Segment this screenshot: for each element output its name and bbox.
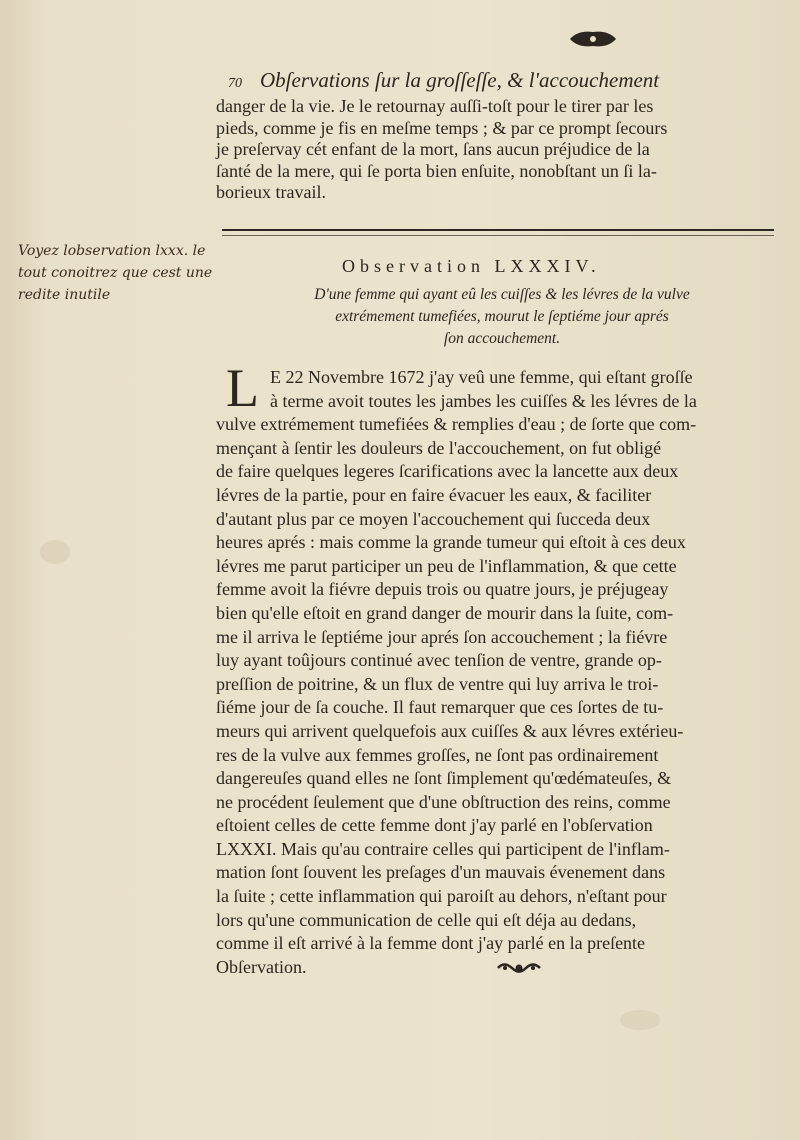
- text-line: bien qu'elle eſtoit en grand danger de mourir dans la ſuite, com-: [216, 602, 674, 623]
- text-line: meurs qui arrivent quelquefois aux cuiſſes & aux lévres extérieu-: [216, 720, 684, 741]
- text-line: preſſion de poitrine, & un flux de ventre qui luy arriva le troi-: [216, 673, 659, 694]
- drop-cap: L: [226, 358, 259, 418]
- text-line: LXXXI. Mais qu'au contraire celles qui participent de l'inflam-: [216, 838, 670, 859]
- text-line: mation ſont ſouvent les preſages d'un mauvais évenement dans: [216, 862, 666, 883]
- text-line: eſtoient celles de cette femme dont j'ay parlé en l'obſervation: [216, 815, 653, 836]
- ornament-top-icon: [568, 28, 618, 50]
- subtitle-line: D'une femme qui ayant eû les cuiſſes & les lévres de la vulve: [314, 286, 690, 303]
- text-line: femme avoit la fiévre depuis trois ou quatre jours, je préjugeay: [216, 579, 669, 600]
- text-line: lévres me parut participer un peu de l'inflammation, & que cette: [216, 555, 677, 576]
- text-line: ſiéme jour de ſa couche. Il faut remarquer que ces ſortes de tu-: [216, 697, 664, 718]
- observation-title: Observation LXXXIV.: [342, 256, 601, 276]
- text-line: pieds, comme je fis en meſme temps ; & par ce prompt ſecours: [216, 117, 668, 138]
- running-header: [228, 68, 758, 98]
- paper-stain: [620, 1010, 660, 1030]
- top-paragraph: [216, 96, 764, 214]
- text-line: ne procédent ſeulement que d'une obſtruction des reins, comme: [216, 791, 671, 812]
- text-line: comme il eſt arrivé à la femme dont j'ay parlé en la preſente: [216, 933, 646, 954]
- text-line: E 22 Novembre 1672 j'ay veû une femme, qui eſtant groſſe: [270, 367, 693, 387]
- text-line: la ſuite ; cette inflammation qui paroiſt au dehors, n'eſtant pour: [216, 886, 667, 907]
- handwritten-line: Voyez lobservation lxxx. le: [18, 243, 206, 259]
- subtitle-line: ſon accouchement.: [443, 330, 561, 347]
- text-line: vulve extrémement tumefiées & remplies d'eau ; de ſorte que com-: [216, 414, 697, 435]
- subtitle-line: extrémement tumefiées, mourut le ſeptiéme jour aprés: [335, 308, 669, 325]
- text-line: luy ayant toûjours continué avec tenſion de ventre, grande op-: [216, 650, 662, 671]
- section-divider-thin: [222, 235, 774, 236]
- text-line: lévres de la partie, pour en faire évacuer les eaux, & faciliter: [216, 484, 652, 505]
- handwritten-line: tout conoitrez que cest une: [18, 265, 213, 281]
- text-line: à terme avoit toutes les jambes les cuiſſes & les lévres de la: [270, 390, 697, 411]
- text-line: Obſervation.: [216, 956, 307, 977]
- text-line: mençant à ſentir les douleurs de l'accouchement, on fut obligé: [216, 437, 662, 458]
- text-line: me il arriva le ſeptiéme jour aprés ſon accouchement ; la fiévre: [216, 626, 668, 647]
- text-line: heures aprés : mais comme la grande tumeur qui eſtoit à ces deux: [216, 532, 686, 553]
- text-line: je preſervay cét enfant de la mort, ſans aucun préjudice de la: [216, 139, 650, 159]
- running-title: Obſervations ſur la groſſeſſe, & l'accouchement: [260, 68, 660, 92]
- observation-subtitle: [222, 284, 782, 356]
- text-line: res de la vulve aux femmes groſſes, ne ſont pas ordinairement: [216, 744, 659, 765]
- text-line: lors qu'une communication de celle qui eſt déja au dedans,: [216, 909, 637, 930]
- text-line: danger de la vie. Je le retournay auſſi-toſt pour le tirer par les: [216, 96, 654, 116]
- handwritten-line: redite inutile: [18, 287, 111, 303]
- section-divider: [222, 229, 774, 231]
- text-line: d'autant plus par ce moyen l'accouchement qui ſucceda deux: [216, 508, 651, 529]
- page-number: 70: [228, 76, 242, 91]
- text-line: de faire quelques legeres ſcarifications avec la lancette aux deux: [216, 461, 679, 482]
- text-line: dangereuſes quand elles ne ſont ſimplement qu'œdémateuſes, &: [216, 768, 672, 789]
- paper-stain: [40, 540, 70, 564]
- text-line: ſanté de la mere, qui ſe porta bien enſuite, nonobſtant un ſi la-: [216, 160, 657, 181]
- text-line: borieux travail.: [216, 182, 326, 202]
- ornament-bottom-icon: [496, 960, 542, 976]
- body-paragraph: [216, 358, 772, 977]
